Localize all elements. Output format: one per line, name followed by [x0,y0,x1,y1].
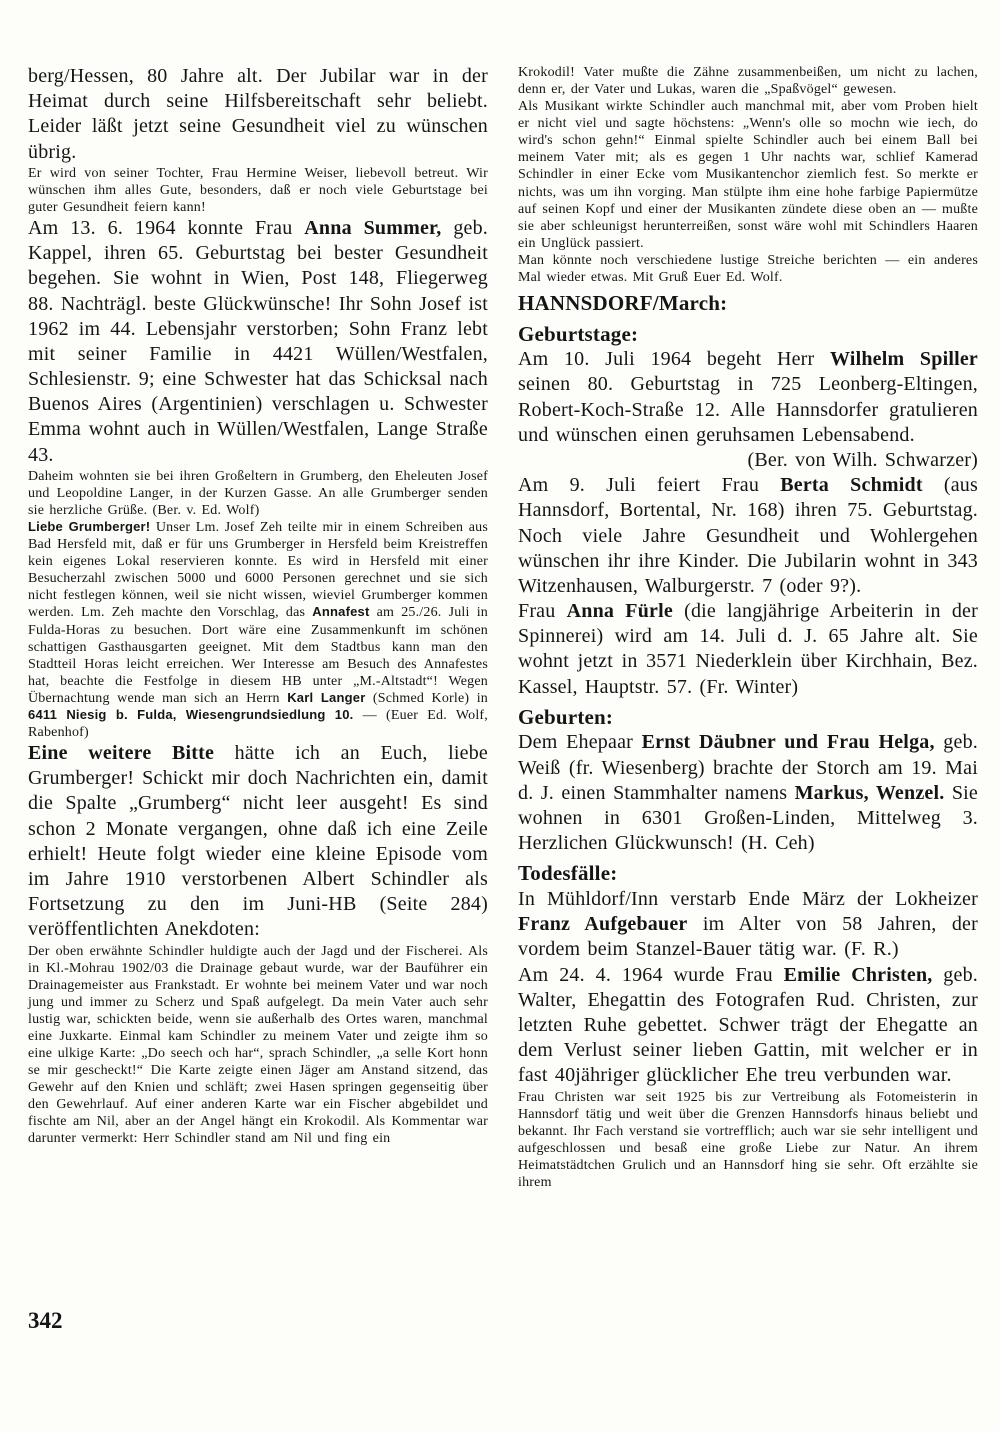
paragraph [518,887,978,963]
text-run: seinen 80. Geburtstag in 725 Leonberg-Eltingen, Robert-Koch-Straße 12. Alle Hannsdorfer gratulieren und wünschen einen geruhsamen Lebensabend. [518,373,978,446]
text-run: (Ber. von Wilh. Schwarzer) [747,448,978,471]
section-heading [518,291,978,317]
emphasized-text: Anna Fürle [566,600,673,623]
text-run: Todesfälle: [518,861,618,886]
paragraph [518,347,978,448]
emphasized-text: Wilhelm Spiller [829,348,978,371]
text-run: (Schmed Korle) in [365,690,488,706]
text-run: Unser Lm. Josef Zeh teilte mir in einem Schreiben aus Bad Hersfeld mit, daß er für uns Grumberger in Hersfeld beim Kreistreffen kein eigenes Lokal reservieren konnte. Es wird in Hersfeld mit einer Besucherzahl zwischen 5000 und 6000 Personen gerechnet und sie sich nicht festlegen können, weil sie nicht wissen, wieviel Grumberger kommen werden. Lm. Zeh machte den Vorschlag, das [28,520,488,621]
text-columns [28,64,978,1191]
emphasized-text: Eine weitere Bitte [28,742,215,765]
paragraph [28,165,488,216]
emphasized-text: Emilie Christen, [783,963,933,986]
paragraph [518,448,978,473]
text-run: (aus Hannsdorf, Bortental, Nr. 168) ihren 75. Geburtstag. Noch viele Jahre Gesundheit und Wohlergehen wünschen ihr ihre Kinder. Die Jubilarin wohnt in 343 Witzenhausen, Walburgerstr. 7 (oder 9?). [518,474,978,597]
text-run: Geburten: [518,704,614,729]
section-heading [518,861,978,887]
text-run: Am 10. Juli 1964 begeht Herr [518,348,830,371]
page-number: 342 [28,1308,63,1333]
paragraph [518,473,978,599]
paragraph [518,963,978,1089]
text-run: (die langjährige Arbeiterin in der Spinnerei) wird am 14. Juli d. J. 65 Jahre alt. Sie wohnt jetzt in 3571 Niederklein über Kirchhain, Bez. Kassel, Hauptstr. 57. (Fr. Winter) [518,600,978,698]
section-heading [518,322,978,348]
text-run: geb. Kappel, ihren 65. Geburtstag bei bester Gesundheit begehen. Sie wohnt in Wien, Post 148, Fliegerweg 88. Nachträgl. beste Glückwünsche! Ihr Sohn Josef ist 1962 im 44. Lebensjahr verstorben; Sohn Franz lebt mit seiner Familie in 4421 Wüllen/Westfalen, Schlesienstr. 9; eine Schwester hat das Schicksal nach Buenos Aires (Argentinien) verschlagen u. Schwester Emma wohnt auch in Wüllen/Westfalen, Lange Straße 43. [28,216,488,466]
text-run: Sie wohnen in 6301 Großen-Linden, Mittelweg 3. Herzlichen Glückwunsch! (H. Ceh) [518,781,978,855]
text-run: In Mühldorf/Inn verstarb Ende März der Lokheizer [518,888,978,911]
text-run: Geburtstage: [518,321,639,346]
emphasized-text: 6411 Niesig b. Fulda, Wiesengrundsiedlung 10. [28,706,354,722]
text-run: Frau Christen war seit 1925 bis zur Vertreibung als Fotomeisterin in Hannsdorf tätig und weit über die Grenzen Hannsdorfs hinaus beliebt und bekannt. Ihr Fach verstand sie vortrefflich; auch war sie sehr intelligent und aufgeschlossen und besaß eine große Liebe zur Natur. An ihrem Heimatstädtchen Grulich und an Hannsdorf hing sie sehr. Oft erzählte sie ihrem [518,1089,978,1190]
paragraph [518,98,978,252]
text-run: geb. Walter, Ehegattin des Fotografen Rud. Christen, zur letzten Ruhe gebettet. Schwer trägt der Ehegatte an dem Verlust seiner lieben Gattin, mit welcher er in fast 40jähriger glücklicher Ehe treu verbunden war. [518,963,978,1087]
text-run: Daheim wohnten sie bei ihren Großeltern in Grumberg, den Eheleuten Josef und Leopoldine Langer, in der Kurzen Gasse. An alle Grumberger senden sie herzliche Grüße. (Ber. v. Ed. Wolf) [28,468,488,519]
paragraph [518,599,978,700]
emphasized-text: Liebe Grumberger! [28,519,151,535]
text-run: Frau [518,600,567,623]
left-column [28,64,488,1191]
paragraph [518,1089,978,1191]
emphasized-text: Franz Aufgebauer [518,913,688,936]
paragraph [28,519,488,741]
text-run: am 25./26. Juli in Fulda-Horas zu besuchen. Dort wäre eine Zusammenkunft im schönen schattigen Gasthausgarten geeignet. Mit dem Stadtbus kann man den Stadtteil Horas leicht erreichen. Wer Interesse am Besuch des Annafestes hat, beachte die Festfolge in diesem HB unter „M.-Altstadt“! Wegen Übernachtung wende man sich an Herrn [28,605,488,706]
emphasized-text: Anna Summer, [304,216,442,239]
section-heading [518,705,978,731]
text-run: hätte ich an Euch, liebe Grumberger! Schickt mir doch Nachrichten ein, damit die Spalte „Grumberg“ nicht leer ausgeht! Es sind schon 2 Monate vergangen, ohne daß ich eine Zeile erhielt! Heute folgt wieder eine kleine Episode vom im Jahre 1910 verstorbenen Albert Schindler als Fortsetzung zu den im Juni-HB (Seite 284) veröffentlichten Anekdoten: [28,742,489,941]
text-run: — (Euer Ed. Wolf, Rabenhof) [28,707,488,741]
text-run: geb. Weiß (fr. Wiesenberg) brachte der Storch am 19. Mai d. J. einen Stammhalter namens [518,731,978,804]
text-run: Krokodil! Vater mußte die Zähne zusammenbeißen, um nicht zu lachen, denn er, der Vater und Lukas, waren die „Spaßvögel“ gewesen. [518,65,978,98]
text-run: Am 13. 6. 1964 konnte Frau [28,216,305,239]
paragraph [518,64,978,98]
text-run: HANNSDORF/March: [518,291,728,316]
paragraph [518,730,978,856]
text-run: im Alter von 58 Jahren, der vordem beim Stanzel-Bauer tätig war. (F. R.) [518,913,978,961]
emphasized-text: Annafest [312,604,370,620]
text-run: berg/Hessen, 80 Jahre alt. Der Jubilar war in der Heimat durch seine Hilfsbereitschaft sehr beliebt. Leider läßt jetzt seine Gesundheit viel zu wünschen übrig. [28,65,488,163]
emphasized-text: Karl Langer [287,689,366,705]
right-column [518,64,978,1191]
text-run: Als Musikant wirkte Schindler auch manchmal mit, aber vom Proben hielt er nicht viel und sagte höchstens: „Wenn's olle so mochn wie iech, do wird's schon gehn!“ Einmal spielte Schindler auch bei einem Ball bei meinem Vater mit; als es gegen 1 Uhr nachts war, schlief Kamerad Schindler in einer Ecke vom Musikantenchor ziemlich fest. So merkte er nichts, was um ihn vorging. Man stülpte ihm eine hohe farbige Papiermütze auf seinen Kopf und einer der Musikanten zündete diese oben an — mußte sie aber schleunigst herunterreißen, sonst wäre wohl mit Schindlers Haaren ein Unglück passiert. [518,99,978,251]
text-run: Am 24. 4. 1964 wurde Frau [518,963,784,986]
text-run: Man könnte noch verschiedene lustige Streiche berichten — ein anderes Mal wieder etwas. Mit Gruß Euer Ed. Wolf. [518,252,978,285]
text-run: Dem Ehepaar [518,731,642,754]
emphasized-text: Ernst Däubner und Frau Helga, [641,731,935,754]
paragraph [28,64,488,165]
emphasized-text: Markus, Wenzel. [794,781,945,804]
paragraph [28,741,488,943]
paragraph [28,468,488,519]
paragraph [28,216,488,468]
paragraph [28,943,488,1148]
text-run: Der oben erwähnte Schindler huldigte auch der Jagd und der Fischerei. Als in Kl.-Mohrau 1902/03 die Drainage gebaut wurde, war der Bauführer ein Drainagemeister aus Frankstadt. Er wohnte bei meinem Vater und war noch jung und immer zu Scherz und Spaß aufgelegt. Da mein Vater auch sehr lustig war, schickten beide, wenn sie außerhalb des Ortes waren, manchmal eine Juxkarte. Einmal kam Schindler zu meinem Vater und zeigte ihm so eine ulkige Karte: „Do seech och har“, sprach Schindler, „a selle Kort honn se mir gescheckt!“ Die Karte zeigte einen Jäger am Anstand sitzend, das Gewehr auf den Knien und schläft; zwei Hasen springen gegenseitig über den Gewehrlauf. Auf einer anderen Karte war ein Fischer abgebildet und fischte am Nil, aber an der Angel hängt ein Krokodil. Als Kommentar war darunter vermerkt: Herr Schindler stand am Nil und fing ein [28,943,488,1147]
paragraph [518,252,978,286]
text-run: Am 9. Juli feiert Frau [518,474,781,497]
emphasized-text: Berta Schmidt [780,474,923,497]
text-run: Er wird von seiner Tochter, Frau Hermine Weiser, liebevoll betreut. Wir wünschen ihm alles Gute, besonders, daß er noch viele Geburtstage bei guter Gesundheit feiern kann! [28,165,488,215]
